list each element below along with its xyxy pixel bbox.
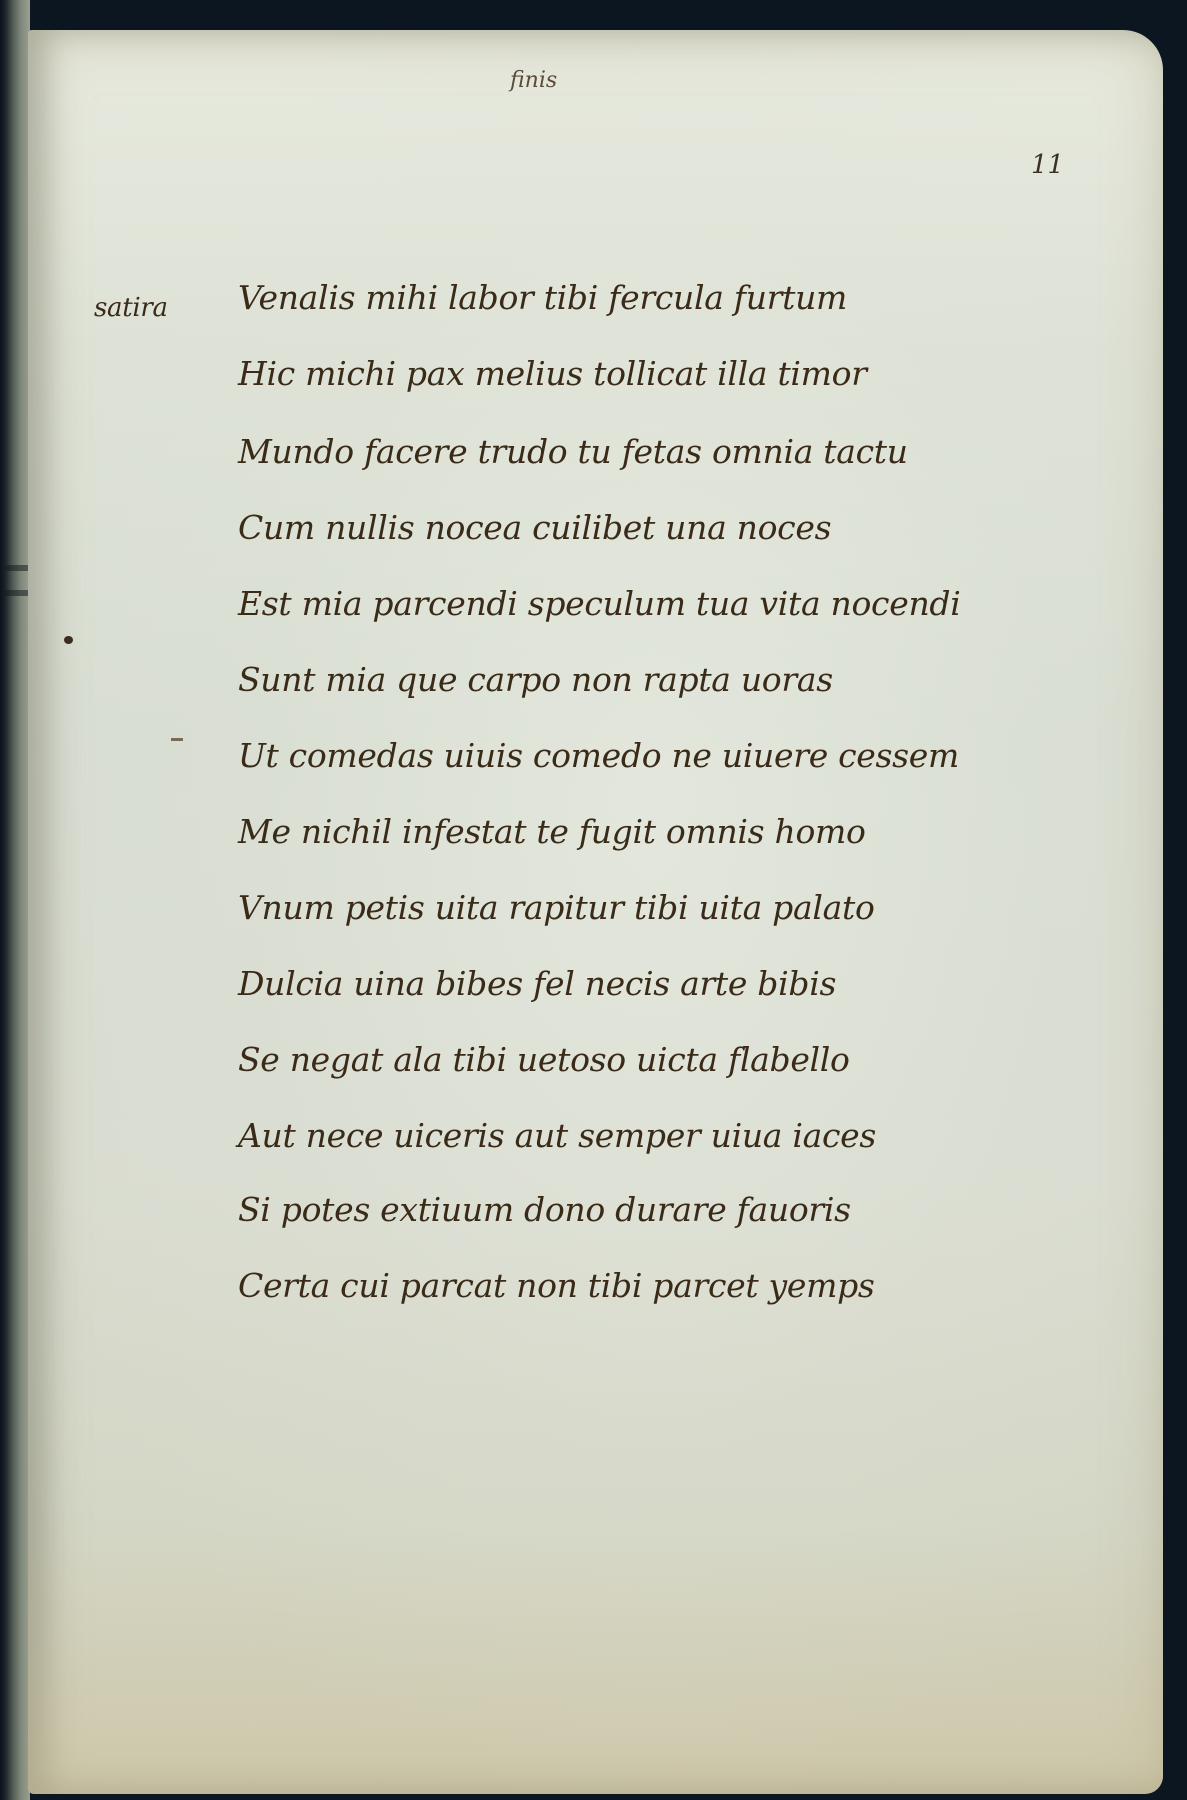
margin-mark <box>171 738 183 741</box>
verse-line: Ut comedas uiuis comedo ne uiuere cessem <box>238 736 960 775</box>
spine-mark <box>2 590 28 596</box>
verse-line: Est mia parcendi speculum tua vita nocendi <box>238 584 961 623</box>
adjacent-page-edge <box>0 0 30 1800</box>
verse-line: Mundo facere trudo tu fetas omnia tactu <box>238 432 908 471</box>
verse-line: Cum nullis nocea cuilibet una noces <box>238 508 832 547</box>
ink-blot <box>64 636 73 644</box>
manuscript-leaf <box>28 30 1163 1794</box>
spine-mark <box>2 565 28 571</box>
verse-line: Se negat ala tibi uetoso uicta flabello <box>238 1040 850 1079</box>
verse-line: Certa cui parcat non tibi parcet yemps <box>238 1266 875 1305</box>
verse-line: Sunt mia que carpo non rapta uoras <box>238 660 833 699</box>
margin-note: satira <box>94 293 168 323</box>
folio-number: 11 <box>1031 150 1065 180</box>
verse-line: Si potes extiuum dono durare fauoris <box>238 1190 851 1229</box>
verse-line: Dulcia uina bibes fel necis arte bibis <box>238 964 837 1003</box>
verse-line: Venalis mihi labor tibi fercula furtum <box>238 278 848 317</box>
verse-line: Hic michi pax melius tollicat illa timor <box>238 354 867 393</box>
verse-line: Me nichil infestat te fugit omnis homo <box>238 812 866 851</box>
verse-line: Vnum petis uita rapitur tibi uita palato <box>238 888 875 927</box>
verse-line: Aut nece uiceris aut semper uiua iaces <box>238 1116 877 1155</box>
top-annotation: finis <box>510 68 558 93</box>
